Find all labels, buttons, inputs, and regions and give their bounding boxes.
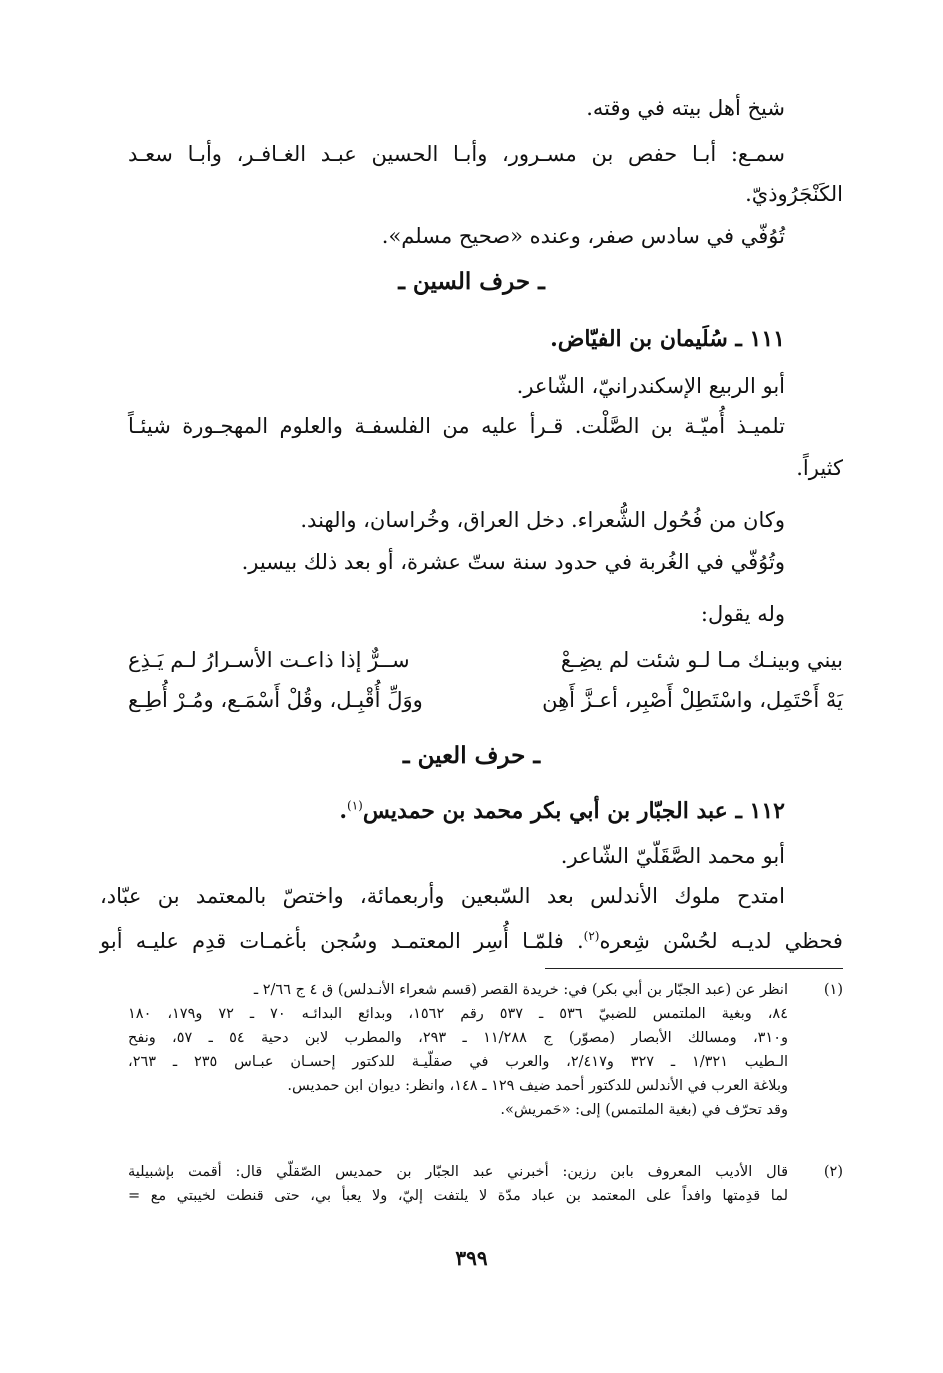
text-line: وكان من فُحُول الشُّعراء. دخل العراق، وخُراسان، والهند. xyxy=(300,508,785,532)
section-heading: ـ حرف السين ـ xyxy=(398,268,545,295)
text-line: شيخ أهل بيته في وقته. xyxy=(586,96,785,120)
text-line: تُوُفّي في سادس صفر، وعنده «صحيح مسلم». xyxy=(381,224,785,248)
text-line xyxy=(100,918,843,959)
footnote xyxy=(128,978,843,1128)
entry-title-end: . xyxy=(339,798,348,824)
text-line: وتُوُفّي في الغُربة في حدود سنة ستّ عشرة، أو بعد ذلك بيسير. xyxy=(241,550,785,574)
text-line: كثيراً. xyxy=(796,456,843,480)
footnote-number: (٢) xyxy=(823,1164,843,1180)
footnote-line: وبلاغة العرب في الأندلس للدكتور أحمد ضيف ١٢٩ ـ ١٤٨، وانظر: ديوان ابن حمديس. xyxy=(287,1078,788,1094)
text-line: وله يقول: xyxy=(700,602,785,626)
poem-hemistich: ســرٌّ إذا ذاعـت الأسـرارُ لـم يَـذِع xyxy=(128,648,410,672)
footnote-line: انظر عن (عبد الجبّار بن أبي بكر) في: خريدة القصر (قسم شعراء الأنـدلس) ق ٤ ج ٢/٦٦ ـ xyxy=(253,982,788,998)
footnote-line: لما قدِمتها وافداً على المعتمد بن عباد مدّة لا يلتفت إليّ، ولا يعبأ بي، حتى قنطت لخيبتي مع = xyxy=(128,1188,788,1204)
footnote-number: (١) xyxy=(823,982,843,998)
text-part: فحظي لديـه لحُسْن شِعره xyxy=(599,929,843,953)
footnote-line: الـطيب ١/٣٢١ ـ ٣٢٧ و٢/٤١٧، والعرب في صقلّيـة للدكتور إحسـان عبـاس ٢٣٥ ـ ٢٦٣، xyxy=(128,1054,789,1070)
entry-title xyxy=(339,798,785,824)
footnote-separator xyxy=(545,968,843,969)
poem-hemistich: بيني وبينـك مـا لـو شئت لم يضِـعْ xyxy=(560,648,843,672)
text-line: سمـع: أبـا حفص بن مسـرور، وأبـا الحسين عبـد الغـافـر، وأبـا سعـد xyxy=(128,142,785,166)
text-line: أبو محمد الصَّقَلّيّ الشّاعر. xyxy=(560,844,785,868)
footnote-line: ٨٤، وبغية الملتمس للضبيّ ٥٣٦ ـ ٥٣٧ رقم ١٥٦٢، وبدائع البدائـه ٧٠ ـ ٧٢ و١٧٩، ١٨٠ xyxy=(128,1006,788,1022)
text-part: . فلمّـا أُسِر المعتمـد وسُجن بأغمـات قدِم عليـه أبو xyxy=(100,929,584,953)
footnote xyxy=(128,1160,843,1210)
section-heading: ـ حرف العين ـ xyxy=(402,742,541,769)
text-line: الكَنْجَرُوذيّ. xyxy=(745,182,843,206)
poem-hemistich: ووَلِّ أُقْبِـل، وقُلْ أَسْمَـع، ومُـرْ أُطِـع xyxy=(128,688,423,712)
footnote-line: وقد تحرّف في (بغية الملتمس) إلى: «حَمريش». xyxy=(500,1102,788,1118)
text-line: تلميـذ أُميّـة بن الصَّلْت. قـرأ عليه من الفلسفـة والعلوم المهجـورة شيئـاً xyxy=(128,414,785,438)
poem-hemistich: يَهْ أَحْتَمِل، واسْتَطِلْ أَصْبِر، أعـزَّ أَهِن xyxy=(542,688,843,712)
entry-title: ١١١ ـ سُلَيمان بن الفيّاض. xyxy=(550,326,785,352)
text-line: أبو الربيع الإسكندرانيّ، الشّاعر. xyxy=(516,374,785,398)
footnote-ref: (٢) xyxy=(583,929,600,943)
entry-title-text: ١١٢ ـ عبد الجبّار بن أبي بكر محمد بن حمديس xyxy=(362,798,785,824)
footnote-ref: (١) xyxy=(347,798,363,813)
page-number: ٣٩٩ xyxy=(455,1246,488,1270)
footnote-line: و٣١٠، ومسالك الأبصار (مصوّر) ج ١١/٢٨٨ ـ ٢٩٣، والمطرب لابن دحية ٥٤ ـ ٥٧، ونفح xyxy=(128,1030,789,1046)
text-line: امتدح ملوك الأندلس بعد السّبعين وأربعمائة، واختصّ بالمعتمد بن عبّاد، xyxy=(100,884,785,908)
footnote-line: قال الأديب المعروف بابن رزين: أخبرني عبد الجبّار بن حمديس الصّقلّي قال: أقمت بإشبيلية xyxy=(128,1164,788,1180)
